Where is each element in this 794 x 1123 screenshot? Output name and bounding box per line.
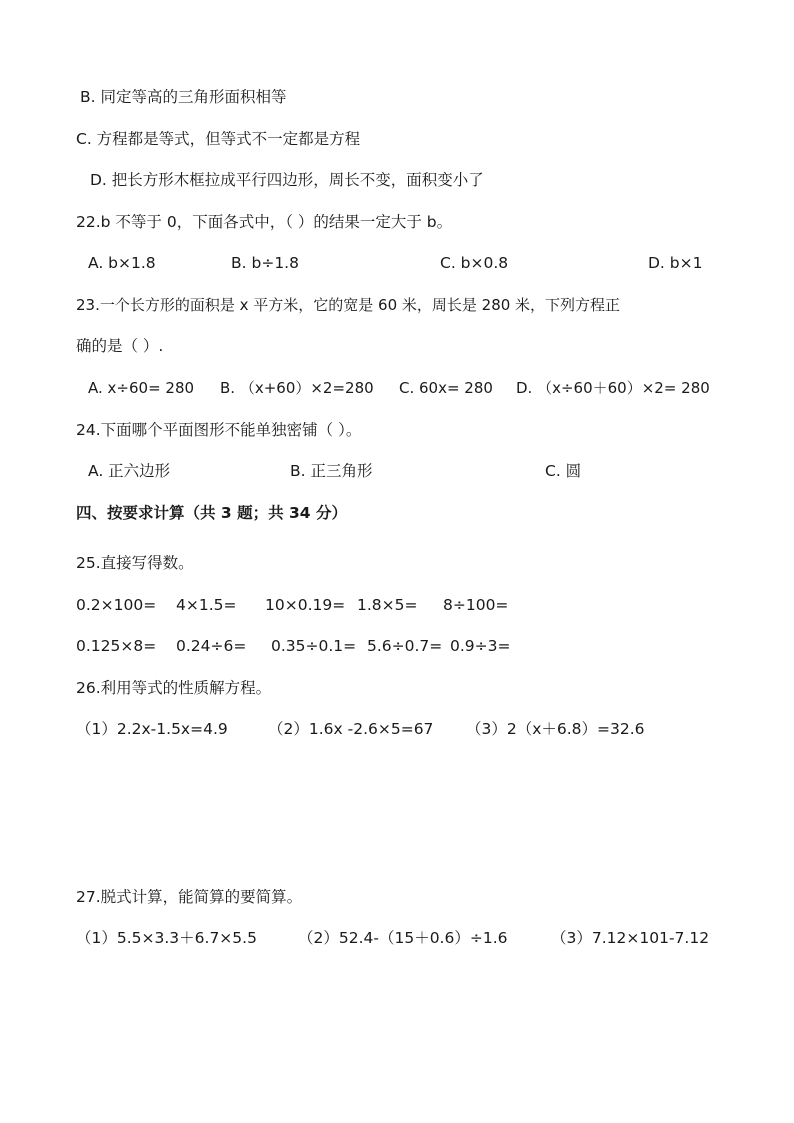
q23-option-d: D. （x÷60＋60）×2= 280 [516,379,710,397]
q25-item: 10×0.19= [265,596,346,614]
q23-option-b: B. （x+60）×2=280 [220,379,374,397]
q24-options [0,461,794,481]
q23-option-c: C. 60x= 280 [399,379,493,397]
q22-option-b: B. b÷1.8 [231,254,299,272]
q25-row-1 [0,595,794,615]
q21-option-c: C. 方程都是等式，但等式不一定都是方程 [76,130,361,148]
q25-item: 0.125×8= [76,637,157,655]
q24-option-b: B. 正三角形 [290,462,373,480]
question-24: 24.下面哪个平面图形不能单独密铺（ ）。 [76,421,362,439]
q26-items [0,719,794,739]
q26-item-2: （2）1.6x -2.6×5=67 [268,720,434,738]
q22-option-d: D. b×1 [648,254,703,272]
q25-item: 0.2×100= [76,596,157,614]
question-27: 27.脱式计算，能简算的要简算。 [76,888,303,906]
question-23-line2: 确的是（ ）. [76,337,164,355]
q24-option-a: A. 正六边形 [88,462,171,480]
q21-option-b: B. 同定等高的三角形面积相等 [80,88,287,106]
q24-option-c: C. 圆 [545,462,582,480]
q22-options [0,253,794,273]
q25-item: 0.9÷3= [450,637,511,655]
q27-items [0,928,794,948]
section-4-heading: 四、按要求计算（共 3 题；共 34 分） [76,504,347,522]
q21-option-d: D. 把长方形木框拉成平行四边形，周长不变，面积变小了 [90,171,484,189]
q27-item-3: （3）7.12×101-7.12 [551,929,710,947]
q25-item: 8÷100= [443,596,509,614]
question-25: 25.直接写得数。 [76,554,194,572]
q25-item: 4×1.5= [176,596,237,614]
question-23-line1: 23.一个长方形的面积是 x 平方米，它的宽是 60 米，周长是 280 米，下列方程正 [76,296,621,314]
q23-options [0,378,794,398]
q25-row-2 [0,636,794,656]
q26-item-1: （1）2.2x-1.5x=4.9 [76,720,228,738]
q25-item: 1.8×5= [357,596,418,614]
question-22: 22.b 不等于 0，下面各式中，（ ）的结果一定大于 b。 [76,213,453,231]
q22-option-c: C. b×0.8 [440,254,509,272]
q25-item: 0.35÷0.1= [271,637,357,655]
q27-item-2: （2）52.4-（15＋0.6）÷1.6 [298,929,508,947]
question-26: 26.利用等式的性质解方程。 [76,679,272,697]
q26-item-3: （3）2（x＋6.8）=32.6 [466,720,645,738]
q27-item-1: （1）5.5×3.3＋6.7×5.5 [76,929,257,947]
q22-option-a: A. b×1.8 [88,254,156,272]
q23-option-a: A. x÷60= 280 [88,379,195,397]
q25-item: 5.6÷0.7= [367,637,443,655]
q25-item: 0.24÷6= [176,637,247,655]
